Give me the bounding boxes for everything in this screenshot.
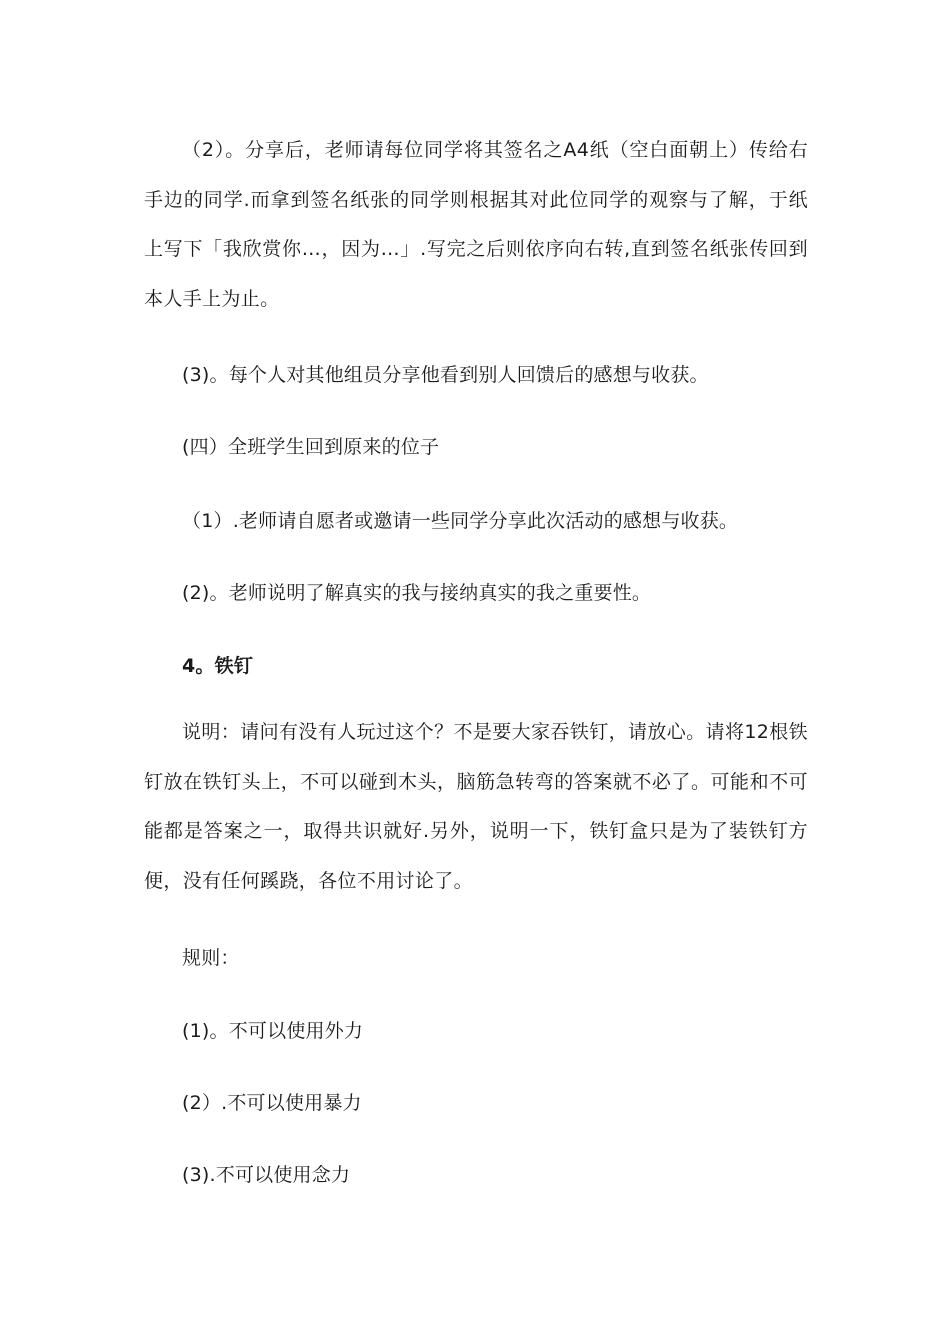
heading-iron-nail: 4。铁钉 <box>182 655 254 677</box>
rules-label: 规则： <box>182 947 240 969</box>
rule-1: (1)。不可以使用外力 <box>182 1020 364 1042</box>
item-1-volunteer: （1）.老师请自愿者或邀请一些同学分享此次活动的感想与收获。 <box>182 510 739 532</box>
item-3-feedback: (3)。每个人对其他组员分享他看到别人回馈后的感想与收获。 <box>182 364 709 386</box>
section-4-return: (四）全班学生回到原来的位子 <box>182 436 440 458</box>
rule-3: (3).不可以使用念力 <box>182 1164 351 1186</box>
rule-2: (2）.不可以使用暴力 <box>182 1092 362 1114</box>
paragraph-description: 说明：请问有没有人玩过这个？不是要大家吞铁钉，请放心。请将12根铁钉放在铁钉头上，不可以碰到木头，脑筋急转弯的答案就不必了。可能和不可能都是答案之一，取得共识就好.另外，说明一下，铁钉盒只是为了装铁钉方便，没有任何蹊跷，各位不用讨论了。 <box>144 721 808 892</box>
item-2-explain: (2)。老师说明了解真实的我与接纳真实的我之重要性。 <box>182 582 652 604</box>
paragraph-share-after: （2）。分享后，老师请每位同学将其签名之A4纸（空白面朝上）传给右手边的同学.而拿到签名纸张的同学则根据其对此位同学的观察与了解，于纸上写下「我欣赏你…，因为…」.写完之后则依序向右转,直到签名纸张传回到本人手上为止。 <box>144 139 808 310</box>
